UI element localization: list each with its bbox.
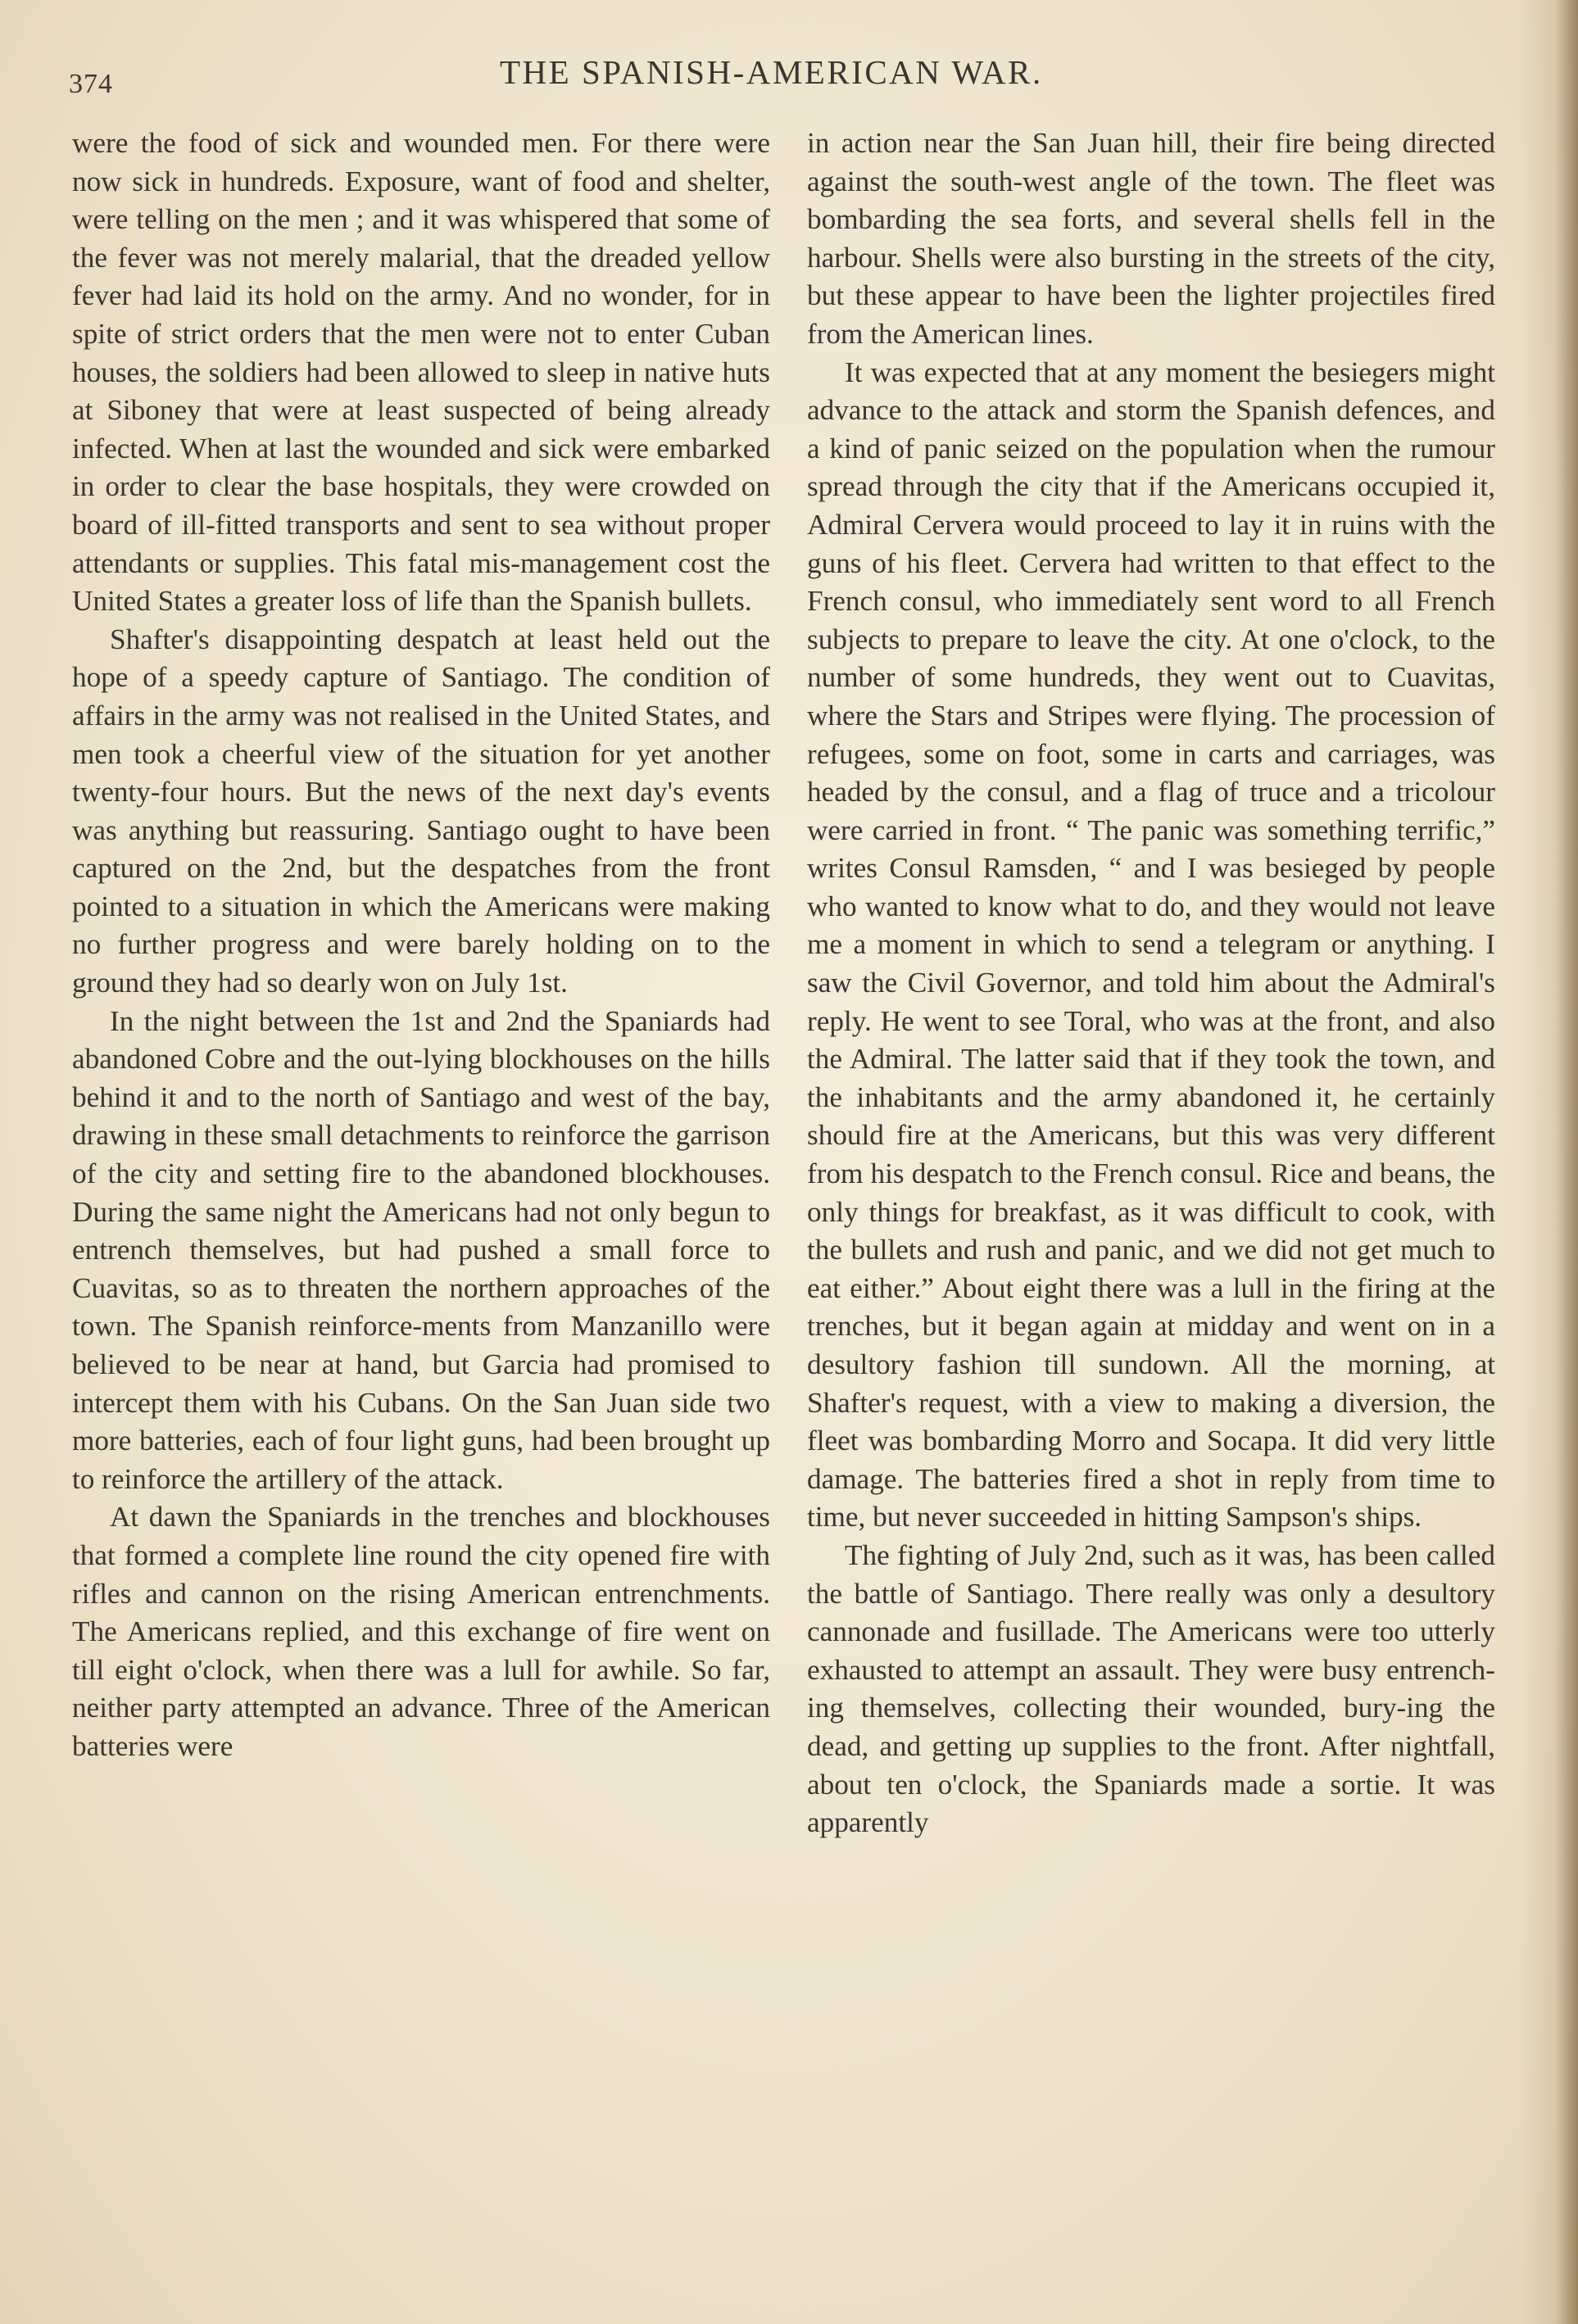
paragraph: Shafter's disappointing despatch at least held out the hope of a speedy capture of Santiago. The condition of affairs in the army was not realised in the United States, and men took a cheerful view of the situation for yet another twenty-four hours. But the news of the next day's events was anything but reassuring. Santiago ought to have been captured on the 2nd, but the despatches from the front pointed to a situation in which the Americans were making no further progress and were barely holding on to the ground they had so dearly won on July 1st. xyxy=(72,623,770,999)
right-column xyxy=(807,125,1495,1842)
paragraph: At dawn the Spaniards in the trenches and blockhouses that formed a complete line round the city opened fire with rifles and cannon on the rising American entrenchments. The Americans replied, and this exchange of fire went on till eight o'clock, when there was a lull for awhile. So far, neither party attempted an advance. Three of the American batteries were xyxy=(72,1501,770,1762)
paragraph: in action near the San Juan hill, their fire being directed against the south-west angle of the town. The fleet was bombarding the sea forts, and several shells fell in the harbour. Shells were also bursting in the streets of the city, but these appear to have been the lighter projectiles fired from the American lines. xyxy=(807,127,1495,350)
paragraph: In the night between the 1st and 2nd the Spaniards had abandoned Cobre and the out-lying blockhouses on the hills behind it and to the north of Santiago and west of the bay, drawing in these small detachments to reinforce the garrison of the city and setting fire to the abandoned blockhouses. During the same night the Americans had not only begun to entrench themselves, but had pushed a small force to Cuavitas, so as to threaten the northern approaches of the town. The Spanish reinforce-ments from Manzanillo were believed to be near at hand, but Garcia had promised to intercept them with his Cubans. On the San Juan side two more batteries, each of four light guns, had been brought up to reinforce the artillery of the attack. xyxy=(72,1004,770,1495)
left-column xyxy=(72,125,770,1766)
paragraph: The fighting of July 2nd, such as it was, has been called the battle of Santiago. There really was only a desultory cannonade and fusillade. The Americans were too utterly exhausted to attempt an assault. They were busy entrench-ing themselves, collecting their wounded, bury-ing the dead, and getting up supplies to the front. After nightfall, about ten o'clock, the Spaniards made a sortie. It was apparently xyxy=(807,1538,1495,1839)
paragraph: It was expected that at any moment the besiegers might advance to the attack and storm the Spanish defences, and a kind of panic seized on the population when the rumour spread through the city that if the Americans occupied it, Admiral Cervera would proceed to lay it in ruins with the guns of his fleet. Cervera had written to that effect to the French consul, who immediately sent word to all French subjects to prepare to leave the city. At one o'clock, to the number of some hundreds, they went out to Cuavitas, where the Stars and Stripes were flying. The procession of refugees, some on foot, some in carts and carriages, was headed by the consul, and a flag of truce and a tricolour were carried in front. “ The panic was something terrific,” writes Consul Ramsden, “ and I was besieged by people who wanted to know what to do, and they would not leave me a moment in which to send a telegram or anything. I saw the Civil Governor, and told him about the Admiral's reply. He went to see Toral, who was at the front, and also the Admiral. The latter said that if they took the town, and the inhabitants and the army abandoned it, he certainly should fire at the Americans, but this was very different from his despatch to the French consul. Rice and beans, the only things for breakfast, as it was difficult to cook, with the bullets and rush and panic, and we did not get much to eat either.” About eight there was a lull in the firing at the trenches, but it began again at midday and went on in a desultory fashion till sundown. All the morning, at Shafter's request, with a view to making a diversion, the fleet was bombarding Morro and Socapa. It did very little damage. The batteries fired a shot in reply from time to time, but never succeeded in hitting Sampson's ships. xyxy=(807,356,1495,1533)
running-title: THE SPANISH-AMERICAN WAR. xyxy=(500,53,1043,91)
paragraph: were the food of sick and wounded men. For there were now sick in hundreds. Exposure, want of food and shelter, were telling on the men ; and it was whispered that some of the fever was not merely malarial, that the dreaded yellow fever had laid its hold on the army. And no wonder, for in spite of strict orders that the men were not to enter Cuban houses, the soldiers had been allowed to sleep in native huts at Siboney that were at least suspected of being already infected. When at last the wounded and sick were embarked in order to clear the base hospitals, they were crowded on board of ill-fitted transports and sent to sea without proper attendants or supplies. This fatal mis-management cost the United States a greater loss of life than the Spanish bullets. xyxy=(72,127,770,618)
page-edge-shadow xyxy=(1521,0,1578,2324)
page-number: 374 xyxy=(69,69,113,99)
